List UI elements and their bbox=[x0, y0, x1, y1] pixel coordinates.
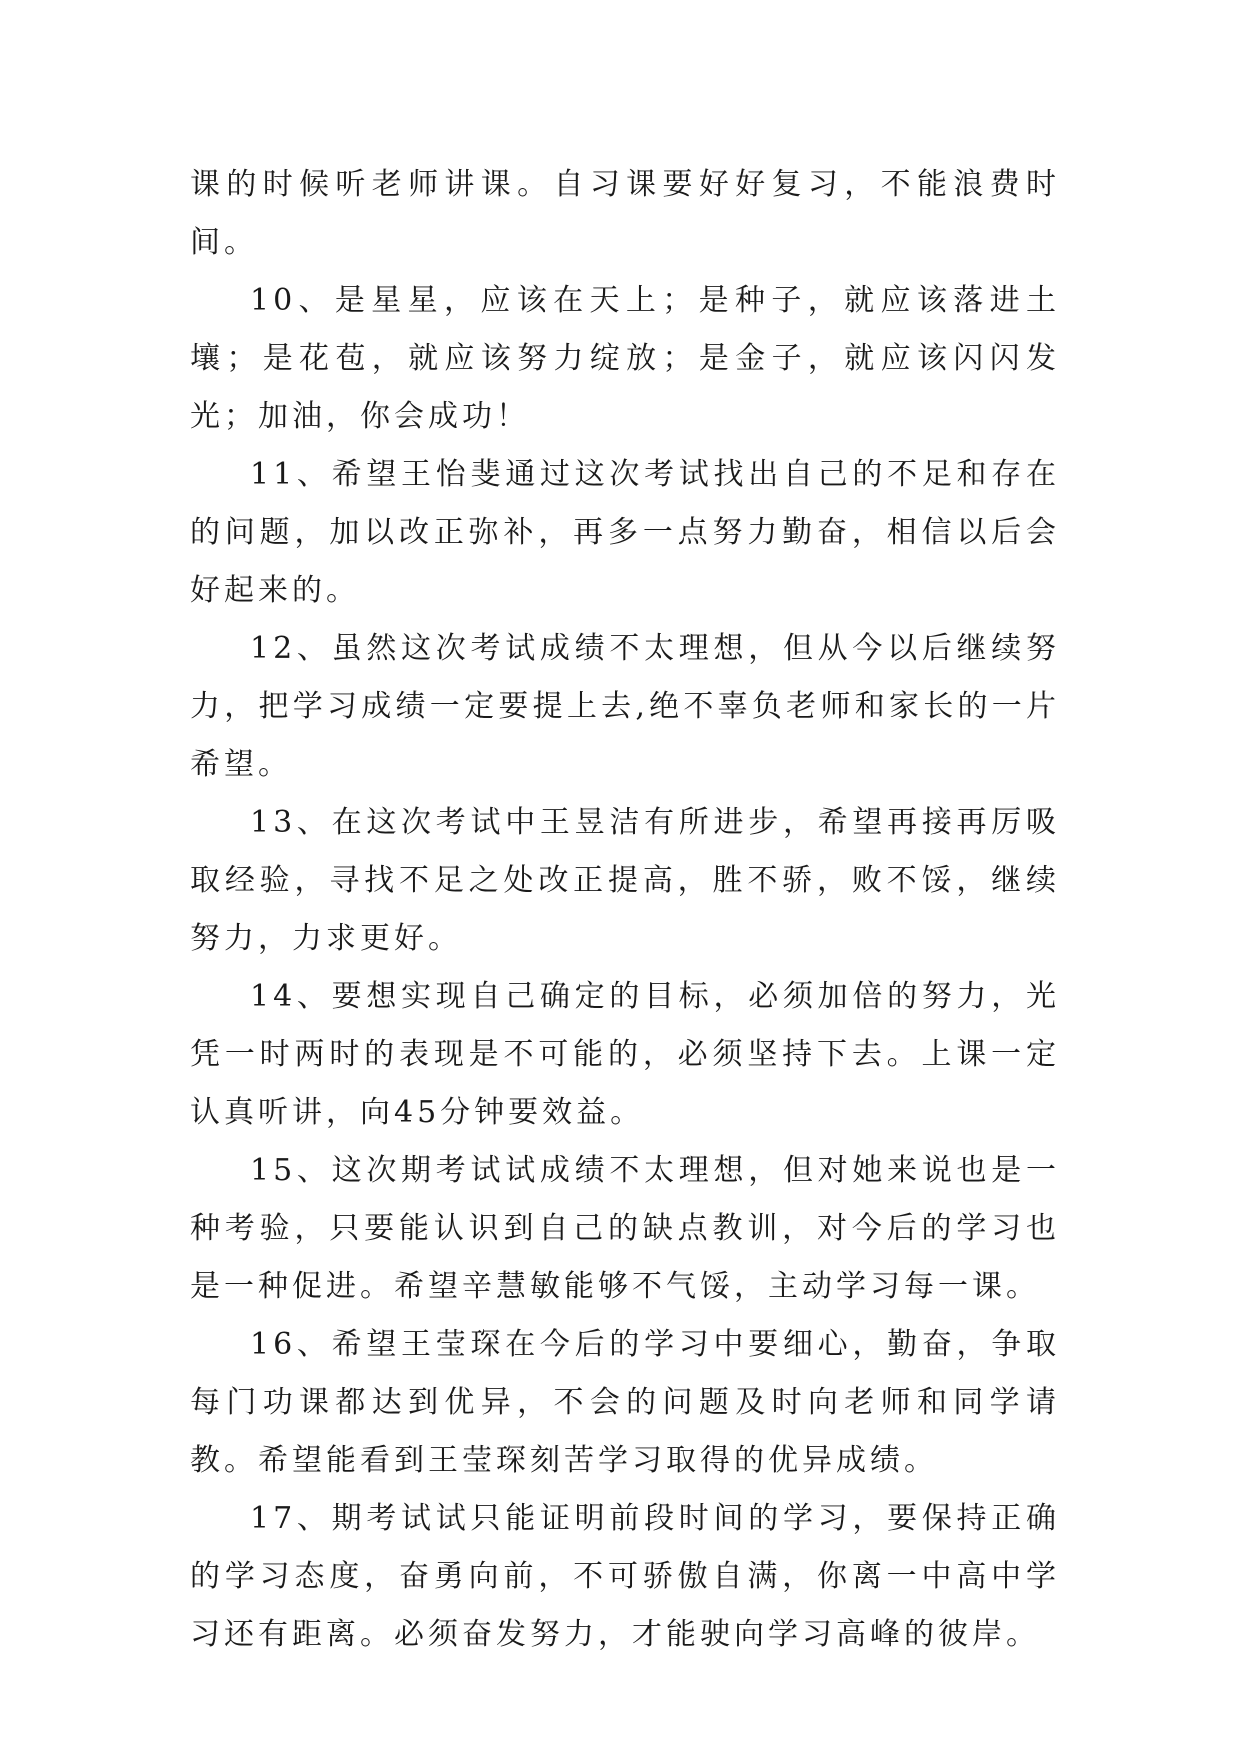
paragraph-17: 17、期考试试只能证明前段时间的学习，要保持正确的学习态度，奋勇向前，不可骄傲自满，你离一中高中学习还有距离。必须奋发努力，才能驶向学习高峰的彼岸。 bbox=[190, 1501, 1060, 1652]
paragraph-15: 15、这次期考试试成绩不太理想，但对她来说也是一种考验，只要能认识到自己的缺点教训，对今后的学习也是一种促进。希望辛慧敏能够不气馁，主动学习每一课。 bbox=[190, 1153, 1060, 1304]
paragraph-12: 12、虽然这次考试成绩不太理想，但从今以后继续努力，把学习成绩一定要提上去,绝不辜负老师和家长的一片希望。 bbox=[190, 631, 1060, 782]
paragraph-14: 14、要想实现自己确定的目标，必须加倍的努力，光凭一时两时的表现是不可能的，必须坚持下去。上课一定认真听讲，向45分钟要效益。 bbox=[190, 979, 1060, 1130]
paragraph-11: 11、希望王怡斐通过这次考试找出自己的不足和存在的问题，加以改正弥补，再多一点努力勤奋，相信以后会好起来的。 bbox=[190, 457, 1060, 608]
document-body bbox=[190, 156, 1060, 1664]
paragraph-continuation: 课的时候听老师讲课。自习课要好好复习，不能浪费时间。 bbox=[190, 167, 1060, 260]
paragraph-10: 10、是星星，应该在天上；是种子，就应该落进土壤；是花苞，就应该努力绽放；是金子，就应该闪闪发光；加油，你会成功！ bbox=[190, 283, 1060, 434]
paragraph-13: 13、在这次考试中王昱洁有所进步，希望再接再厉吸取经验，寻找不足之处改正提高，胜不骄，败不馁，继续努力，力求更好。 bbox=[190, 805, 1060, 956]
paragraph-16: 16、希望王莹琛在今后的学习中要细心，勤奋，争取每门功课都达到优异，不会的问题及时向老师和同学请教。希望能看到王莹琛刻苦学习取得的优异成绩。 bbox=[190, 1327, 1060, 1478]
